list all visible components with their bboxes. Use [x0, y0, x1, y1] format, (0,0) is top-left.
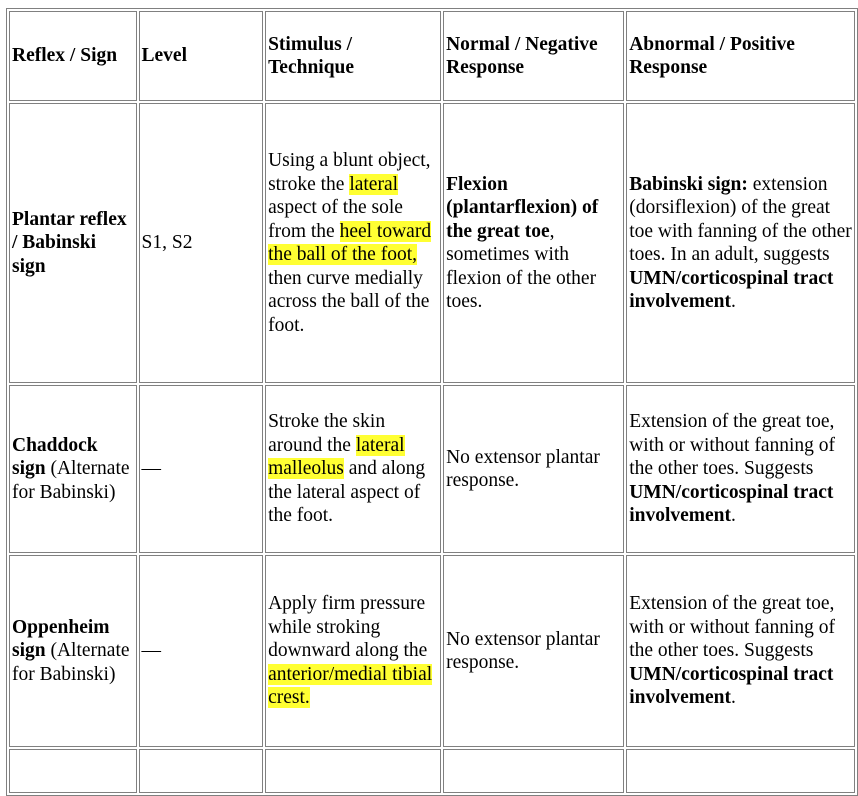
- reflex-cell: [9, 555, 137, 747]
- empty-cell: [443, 749, 624, 793]
- abnormal-bold: UMN/corticospinal tract involvement: [629, 481, 834, 527]
- empty-cell: [139, 749, 264, 793]
- level-cell: S1, S2: [139, 103, 264, 383]
- abnormal-text: Extension of the great toe, with or without fanning of the other toes. Suggests: [629, 411, 836, 480]
- header-row: [9, 11, 855, 101]
- abnormal-title: Babinski sign:: [629, 173, 748, 195]
- stimulus-text: and along the lateral aspect of the foot.: [268, 458, 426, 527]
- reflex-name: Chaddock sign: [12, 434, 98, 480]
- stimulus-text: Apply firm pressure while stroking downward along the: [268, 593, 428, 662]
- header-stimulus: Stimulus / Technique: [265, 11, 441, 101]
- table-row: [9, 385, 855, 553]
- abnormal-text: Extension of the great toe, with or without fanning of the other toes. Suggests: [629, 593, 836, 662]
- empty-cell: [9, 749, 137, 793]
- stimulus-highlight: lateral malleolus: [268, 434, 405, 480]
- reflex-note: (Alternate for Babinski): [12, 458, 130, 503]
- reflex-name: Plantar reflex / Babinski sign: [12, 208, 127, 277]
- normal-cell: No extensor plantar response.: [443, 555, 624, 747]
- abnormal-bold: UMN/corticospinal tract involvement: [629, 663, 834, 709]
- header-abnormal: Abnormal / Positive Response: [626, 11, 855, 101]
- level-cell: —: [139, 555, 264, 747]
- stimulus-highlight: anterior/medial tibial crest.: [268, 663, 433, 709]
- abnormal-end: .: [731, 291, 736, 312]
- abnormal-cell: [626, 103, 855, 383]
- normal-bold: Flexion (plantarflexion) of the great toe: [446, 173, 599, 242]
- reflex-table: [6, 8, 858, 796]
- stimulus-highlight: lateral: [349, 173, 399, 195]
- stimulus-highlight: heel toward the ball of the foot,: [268, 220, 432, 265]
- abnormal-text: extension (dorsiflexion) of the great toe with fanning of the other toes. In an adult, suggests: [629, 173, 852, 265]
- normal-text: , sometimes with flexion of the other toes.: [446, 220, 597, 312]
- table-row: [9, 103, 855, 383]
- header-reflex: Reflex / Sign: [9, 11, 137, 101]
- empty-cell: [626, 749, 855, 793]
- abnormal-end: .: [731, 687, 736, 709]
- reflex-name: Oppenheim sign: [12, 616, 110, 662]
- stimulus-cell: [265, 555, 441, 747]
- reflex-note: (Alternate for Babinski): [12, 640, 130, 685]
- table-row-partial: [9, 749, 855, 793]
- reflex-cell: [9, 385, 137, 553]
- header-level: Level: [139, 11, 264, 101]
- abnormal-cell: [626, 555, 855, 747]
- stimulus-text: then curve medially across the ball of the foot.: [268, 267, 430, 336]
- table-row: [9, 555, 855, 747]
- stimulus-text: aspect of the sole from the: [268, 197, 403, 242]
- normal-cell: No extensor plantar response.: [443, 385, 624, 553]
- empty-cell: [265, 749, 441, 793]
- stimulus-cell: [265, 103, 441, 383]
- abnormal-end: .: [731, 505, 736, 527]
- normal-cell: [443, 103, 624, 383]
- header-normal: Normal / Negative Response: [443, 11, 624, 101]
- abnormal-bold: UMN/corticospinal tract involvement: [629, 267, 834, 312]
- stimulus-text: Using a blunt object, stroke the: [268, 150, 431, 195]
- stimulus-text: Stroke the skin around the: [268, 411, 386, 456]
- reflex-cell: [9, 103, 137, 383]
- level-cell: —: [139, 385, 264, 553]
- abnormal-cell: [626, 385, 855, 553]
- stimulus-cell: [265, 385, 441, 553]
